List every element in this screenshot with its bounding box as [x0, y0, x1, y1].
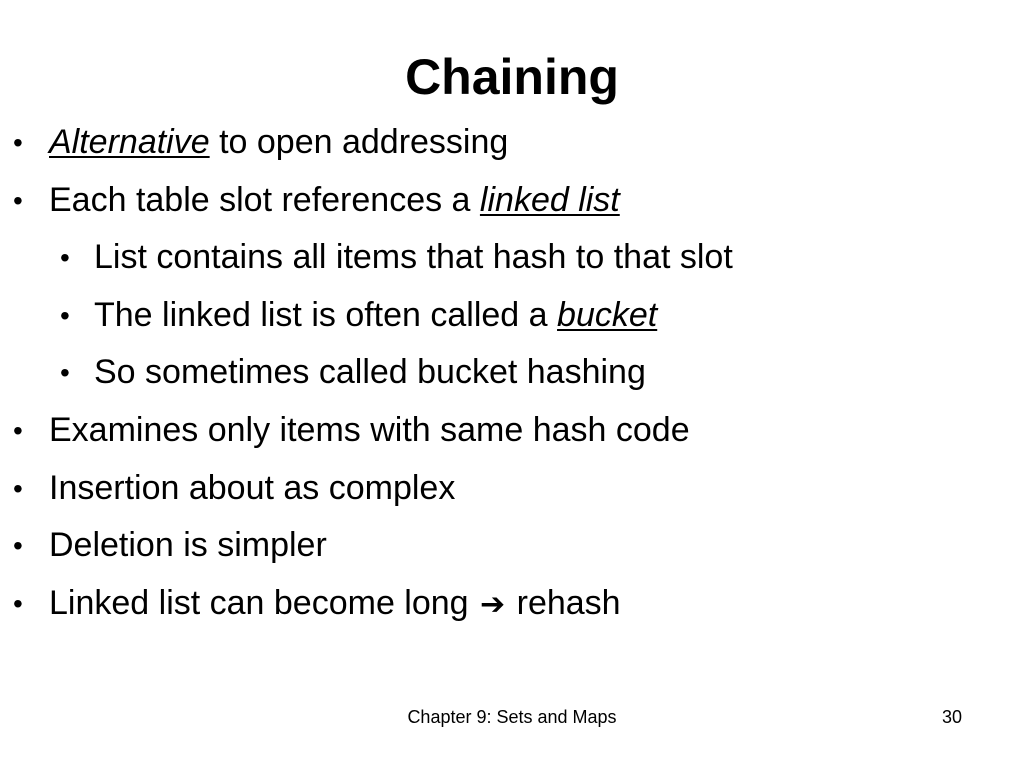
- bullet-text: to open addressing: [209, 123, 509, 161]
- emphasis-text: linked list: [479, 180, 620, 219]
- bullet-text: Examines only items with same hash code: [49, 410, 690, 449]
- bullet-marker: •: [13, 587, 23, 619]
- bullet-marker: •: [60, 242, 70, 274]
- bullet-text: rehash: [507, 583, 621, 622]
- slide-title: Chaining: [405, 49, 619, 105]
- bullet-item-rehash: [0, 575, 1024, 633]
- bullet-item-table-slot: [0, 172, 1024, 230]
- bullet-item-insertion: [0, 460, 1024, 518]
- bullet-marker: •: [13, 184, 23, 216]
- bullet-marker: •: [13, 127, 23, 158]
- bullet-text: Deletion is simpler: [49, 526, 327, 565]
- bullet-marker: •: [60, 299, 70, 331]
- right-arrow-icon: ➔: [480, 586, 506, 622]
- bullet-text: So sometimes called bucket hashing: [94, 353, 646, 392]
- bullet-list: [0, 114, 1024, 632]
- footer-page-number: 30: [941, 707, 962, 727]
- emphasis-text: bucket: [557, 295, 658, 334]
- sub-bullet-item-bucket-hashing: [0, 344, 1024, 402]
- bullet-item-examines: [0, 402, 1024, 460]
- bullet-marker: •: [60, 357, 70, 389]
- sub-bullet-item-bucket: [0, 287, 1024, 345]
- sub-bullet-item-list-contains: [0, 229, 1024, 287]
- bullet-item-alternative: [0, 114, 1024, 172]
- bullet-marker: •: [13, 414, 23, 446]
- bullet-text: The linked list is often called a: [94, 295, 558, 334]
- bullet-marker: •: [13, 530, 23, 562]
- bullet-item-deletion: [0, 517, 1024, 575]
- emphasis-text: Alternative: [49, 123, 210, 161]
- bullet-text: Linked list can become long: [49, 583, 479, 622]
- bullet-text: Insertion about as complex: [49, 468, 456, 507]
- bullet-text: Each table slot references a: [49, 180, 480, 219]
- bullet-marker: •: [13, 472, 23, 504]
- bullet-text: List contains all items that hash to that slot: [94, 238, 733, 277]
- footer-chapter-label: Chapter 9: Sets and Maps: [407, 707, 617, 727]
